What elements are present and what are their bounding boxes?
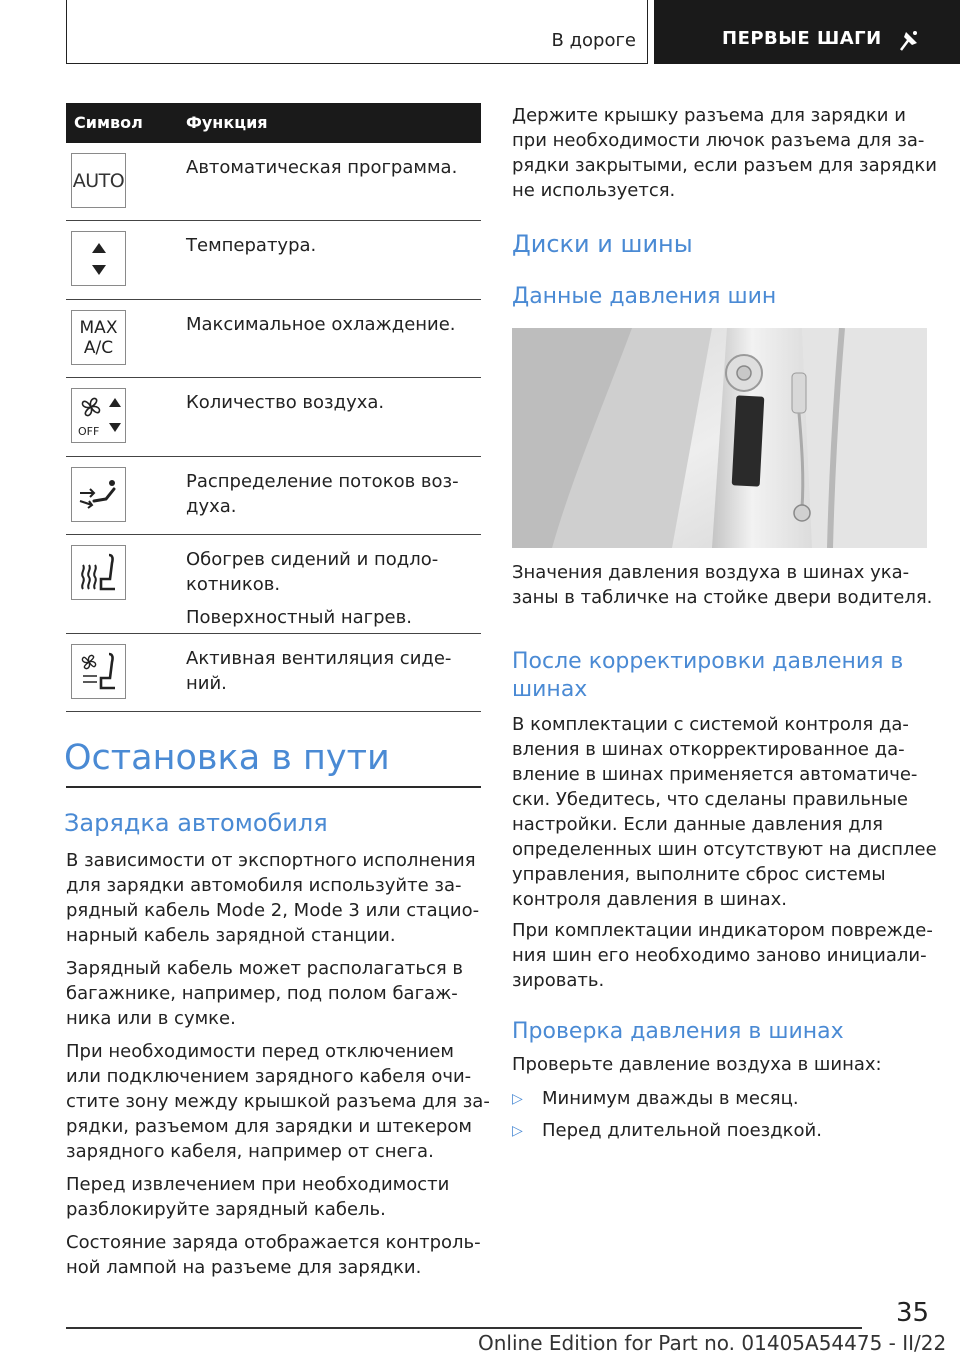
page-number: 35	[896, 1298, 930, 1328]
auto-icon	[71, 153, 126, 208]
table-row	[66, 221, 481, 300]
heading-checking-pressure: Проверка давления в шинах	[512, 1019, 844, 1044]
function-text: котников.	[186, 574, 281, 595]
fan-speed-icon	[71, 388, 126, 443]
paragraph-damage-indicator: При комплектации индикатором поврежде- ния шин его необходимо заново инициали- зировать.	[512, 920, 933, 991]
list-item-text: Минимум дважды в месяц.	[542, 1088, 799, 1109]
max-ac-icon	[71, 310, 126, 365]
column-header-symbol: Символ	[74, 113, 143, 132]
table-row	[66, 378, 481, 457]
symbol-table	[66, 103, 481, 712]
seat-ventilation-icon	[71, 644, 126, 699]
paragraph-charging-2: Зарядный кабель может располагаться в багажнике, например, под полом багаж- ника или в сумке.	[66, 958, 463, 1029]
fan-off-label: OFF	[77, 424, 99, 438]
bullet-triangle-icon: ▷	[512, 1091, 523, 1107]
air-distribution-icon	[71, 467, 126, 522]
function-text: Температура.	[186, 235, 317, 256]
table-row	[66, 634, 481, 712]
heading-wheels-tires: Диски и шины	[512, 230, 693, 258]
column-header-function: Функция	[186, 113, 268, 132]
seat-heating-icon	[71, 545, 126, 600]
footer-edition: Online Edition for Part no. 01405A54475 - II/22	[478, 1331, 947, 1355]
photo-caption: Значения давления воздуха в шинах ука- заны в табличке на стойке двери водителя.	[512, 562, 933, 608]
header-section-title: В дороге	[551, 30, 636, 51]
table-row	[66, 300, 481, 378]
footer-rule	[66, 1327, 862, 1329]
max-ac-icon-line1: MAX	[79, 317, 118, 338]
table-row	[66, 143, 481, 221]
heading-after-pressure-correction: После корректировки давления в шинах	[512, 649, 904, 702]
table-header	[66, 103, 481, 143]
paragraph-check-pressure: Проверьте давление воздуха в шинах:	[512, 1054, 882, 1075]
paragraph-charging-5: Состояние заряда отображается контроль- ной лампой на разъеме для зарядки.	[66, 1232, 481, 1278]
flag-icon	[897, 28, 921, 52]
function-text: Активная вентиляция сиде-	[186, 648, 452, 669]
paragraph-charging-cover: Держите крышку разъема для зарядки и при необходимости лючок разъема для за- рядки закрытыми, если разъем для зарядки не используется.	[512, 105, 937, 201]
list-item-text: Перед длительной поездкой.	[542, 1120, 822, 1141]
function-text: духа.	[186, 496, 237, 517]
door-pillar-photo	[512, 328, 927, 548]
table-row	[66, 457, 481, 535]
function-text: Количество воздуха.	[186, 392, 385, 413]
function-text: Обогрев сидений и подло-	[186, 549, 439, 570]
max-ac-icon-line2: A/C	[83, 337, 114, 358]
heading-tire-pressure-data: Данные давления шин	[512, 284, 777, 309]
function-text: ний.	[186, 673, 227, 694]
function-text: Максимальное охлаждение.	[186, 314, 456, 335]
paragraph-charging-3: При необходимости перед отключением или подключением зарядного кабеля очи- стите зону между крышкой разъема для за- рядки, разъемом для зарядки и штекером зарядного кабеля, например от снега.	[66, 1041, 490, 1162]
table-row	[66, 535, 481, 634]
paragraph-pressure-correction: В комплектации с системой контроля да- вления в шинах откорректированное да- вление в шинах применяется автоматиче- ски. Убедитесь, что сделаны правильные настройки. Если данные давления для определенных шин отсутствуют на дисплее управления, выполните сброс системы контроля давления в шинах.	[512, 714, 937, 910]
paragraph-charging-4: Перед извлечением при необходимости разблокируйте зарядный кабель.	[66, 1174, 450, 1220]
heading-stopping: Остановка в пути	[64, 738, 390, 778]
temperature-arrows-icon	[71, 231, 126, 286]
auto-icon-label: AUTO	[72, 169, 125, 192]
header-chapter-title: ПЕРВЫЕ ШАГИ	[722, 28, 882, 49]
heading-charging: Зарядка автомобиля	[64, 809, 328, 837]
heading-rule	[66, 786, 481, 788]
paragraph-charging-1: В зависимости от экспортного исполнения для зарядки автомобиля используйте за- рядный кабель Mode 2, Mode 3 или стацио- нарный кабель зарядной станции.	[66, 850, 480, 946]
bullet-triangle-icon: ▷	[512, 1123, 523, 1139]
function-text: Автоматическая программа.	[186, 157, 458, 178]
function-text: Распределение потоков воз-	[186, 471, 459, 492]
function-text: Поверхностный нагрев.	[186, 607, 412, 628]
